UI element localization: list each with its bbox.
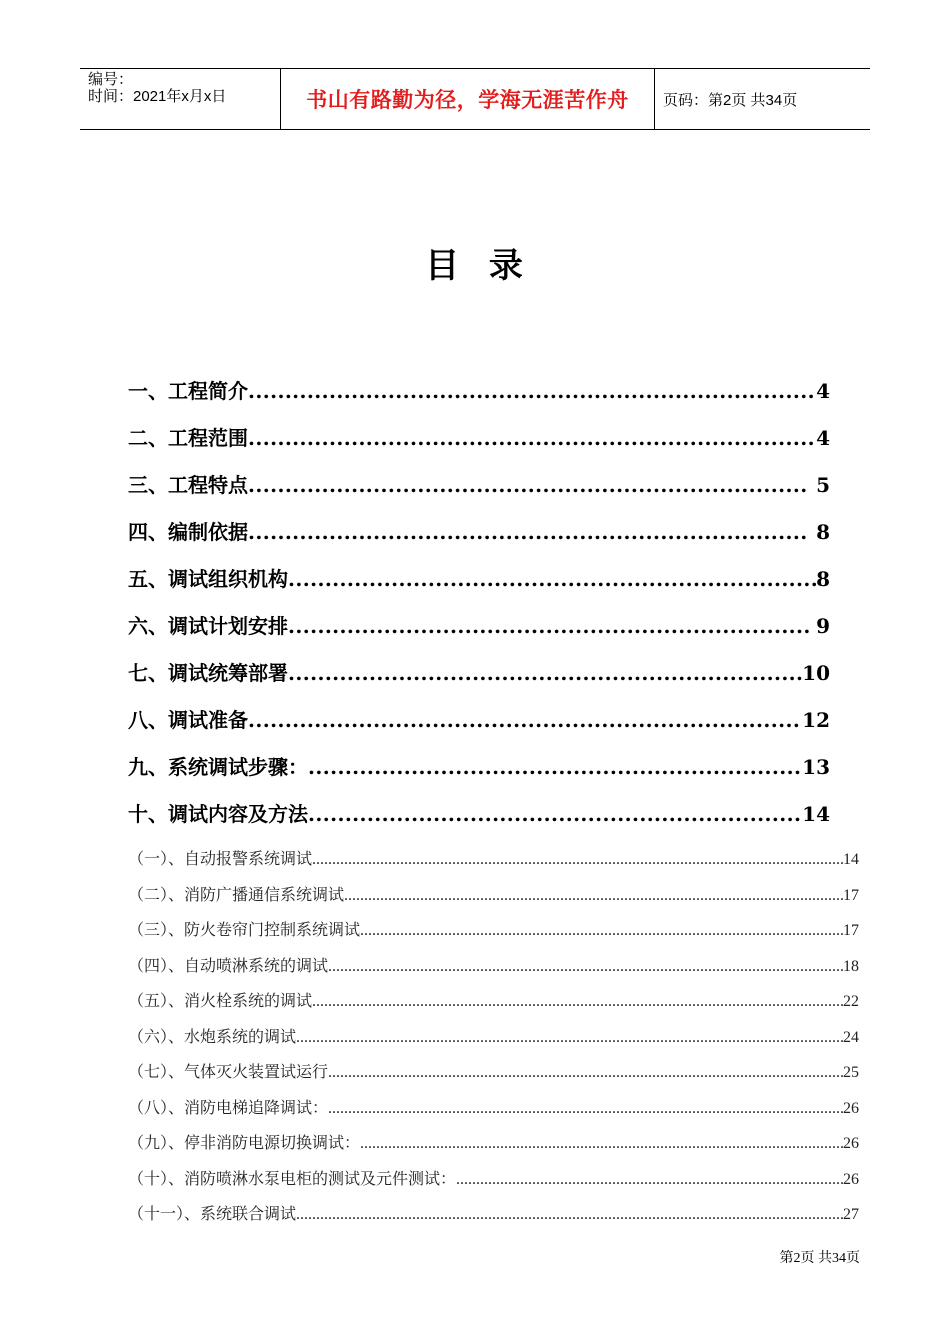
toc-leader [328,958,843,976]
toc-entry-page: 4 [816,426,830,450]
toc-entry[interactable] [128,375,830,404]
toc-leader [248,708,802,732]
toc-leader [288,661,802,685]
toc-subentry[interactable] [128,917,859,940]
toc-subentry[interactable] [128,1059,859,1082]
toc-title: 目 录 [425,246,525,286]
toc-subentry-label: （三）、防火卷帘门控制系统调试 [128,922,361,939]
toc-leader [248,379,816,403]
toc-entry-page: 9 [809,614,830,638]
toc-subentry-label: （四）、自动喷淋系统的调试 [128,958,329,975]
toc-entry-label: 二、工程范围 [128,426,248,450]
toc-leader [248,473,809,497]
toc-entry-page: 4 [816,379,830,403]
toc-leader [456,1171,843,1189]
toc-subentry-page: 22 [843,993,859,1010]
toc-subentry[interactable] [128,1024,859,1047]
header-page-info: 页码：第2页 共34页 [663,91,798,109]
document-number-label: 编号： [88,71,134,88]
toc-leader [312,851,843,869]
toc-subentry-page: 26 [843,1100,859,1117]
toc-entry-page: 8 [809,520,830,544]
toc-leader [360,1135,843,1153]
toc-subentry[interactable] [128,1095,859,1118]
toc-entry[interactable] [128,751,830,780]
toc-entry-page: 14 [802,802,830,826]
toc-leader [288,614,809,638]
toc-subentry-page: 14 [843,851,859,868]
toc-subentry[interactable] [128,882,859,905]
header-meta [80,69,281,129]
toc-entry[interactable] [128,657,830,686]
page-header [80,68,870,130]
toc-subentry-page: 17 [843,922,859,939]
toc-subentry-label: （九）、停非消防电源切换调试： [128,1135,361,1152]
document-time-label: 时间：2021年x月x日 [88,88,227,105]
toc-leader [248,520,809,544]
toc-entry[interactable] [128,704,830,733]
toc-subentry-page: 25 [843,1064,859,1081]
toc-leader [308,802,802,826]
toc-entry-label: 六、调试计划安排 [128,614,288,638]
toc-leader [248,426,816,450]
toc-leader [296,1029,843,1047]
toc-subentry-label: （二）、消防广播通信系统调试 [128,887,345,904]
toc-entry[interactable] [128,469,830,498]
toc-leader [328,1100,843,1118]
toc-subentry-label: （七）、气体灭火装置试运行 [128,1064,329,1081]
header-slogan: 书山有路勤为径，学海无涯苦作舟 [281,69,655,129]
toc-leader [328,1064,843,1082]
toc-subentry-label: （十）、消防喷淋水泵电柜的测试及元件测试： [128,1171,457,1188]
toc-subentry[interactable] [128,1166,859,1189]
toc-entry-label: 四、编制依据 [128,520,248,544]
toc-entry-label: 七、调试统筹部署 [128,661,288,685]
toc-subentry-page: 27 [843,1206,859,1223]
toc-entry-label: 五、调试组织机构 [128,567,288,591]
toc-entry-label: 九、系统调试步骤： [128,755,308,779]
toc-entry[interactable] [128,422,830,451]
page-footer: 第2页 共34页 [779,1251,860,1266]
toc-subentry-page: 26 [843,1135,859,1152]
toc-leader [360,922,843,940]
toc-subentry[interactable] [128,953,859,976]
toc-subentry-label: （十一）、系统联合调试 [128,1206,297,1223]
toc-entry-label: 十、调试内容及方法 [128,802,308,826]
toc-leader [288,567,816,591]
toc-subentry-label: （八）、消防电梯追降调试： [128,1100,329,1117]
toc-leader [344,887,843,905]
toc-entry[interactable] [128,798,830,827]
toc-subentry-label: （五）、消火栓系统的调试 [128,993,313,1010]
toc-subentry-page: 17 [843,887,859,904]
toc-entry[interactable] [128,563,830,592]
toc-entry-page: 5 [809,473,830,497]
toc-subentry[interactable] [128,846,859,869]
toc-subentry[interactable] [128,988,859,1011]
toc-subentry-page: 26 [843,1171,859,1188]
toc-entry-label: 一、工程简介 [128,379,248,403]
toc-leader [296,1206,843,1224]
toc-entry-page: 13 [802,755,830,779]
toc-subentry-label: （一）、自动报警系统调试 [128,851,313,868]
toc-entry-label: 八、调试准备 [128,708,248,732]
toc-subentry-label: （六）、水炮系统的调试 [128,1029,297,1046]
toc-entry-page: 8 [816,567,830,591]
toc-entry[interactable] [128,516,830,545]
toc-subentry[interactable] [128,1130,859,1153]
toc-subentry-page: 18 [843,958,859,975]
toc-leader [308,755,802,779]
toc-entry-page: 10 [802,661,830,685]
toc-entry[interactable] [128,610,830,639]
toc-entry-page: 12 [802,708,830,732]
toc-subentry-page: 24 [843,1029,859,1046]
toc-leader [312,993,843,1011]
toc-entry-label: 三、工程特点 [128,473,248,497]
toc-subentry[interactable] [128,1201,859,1224]
